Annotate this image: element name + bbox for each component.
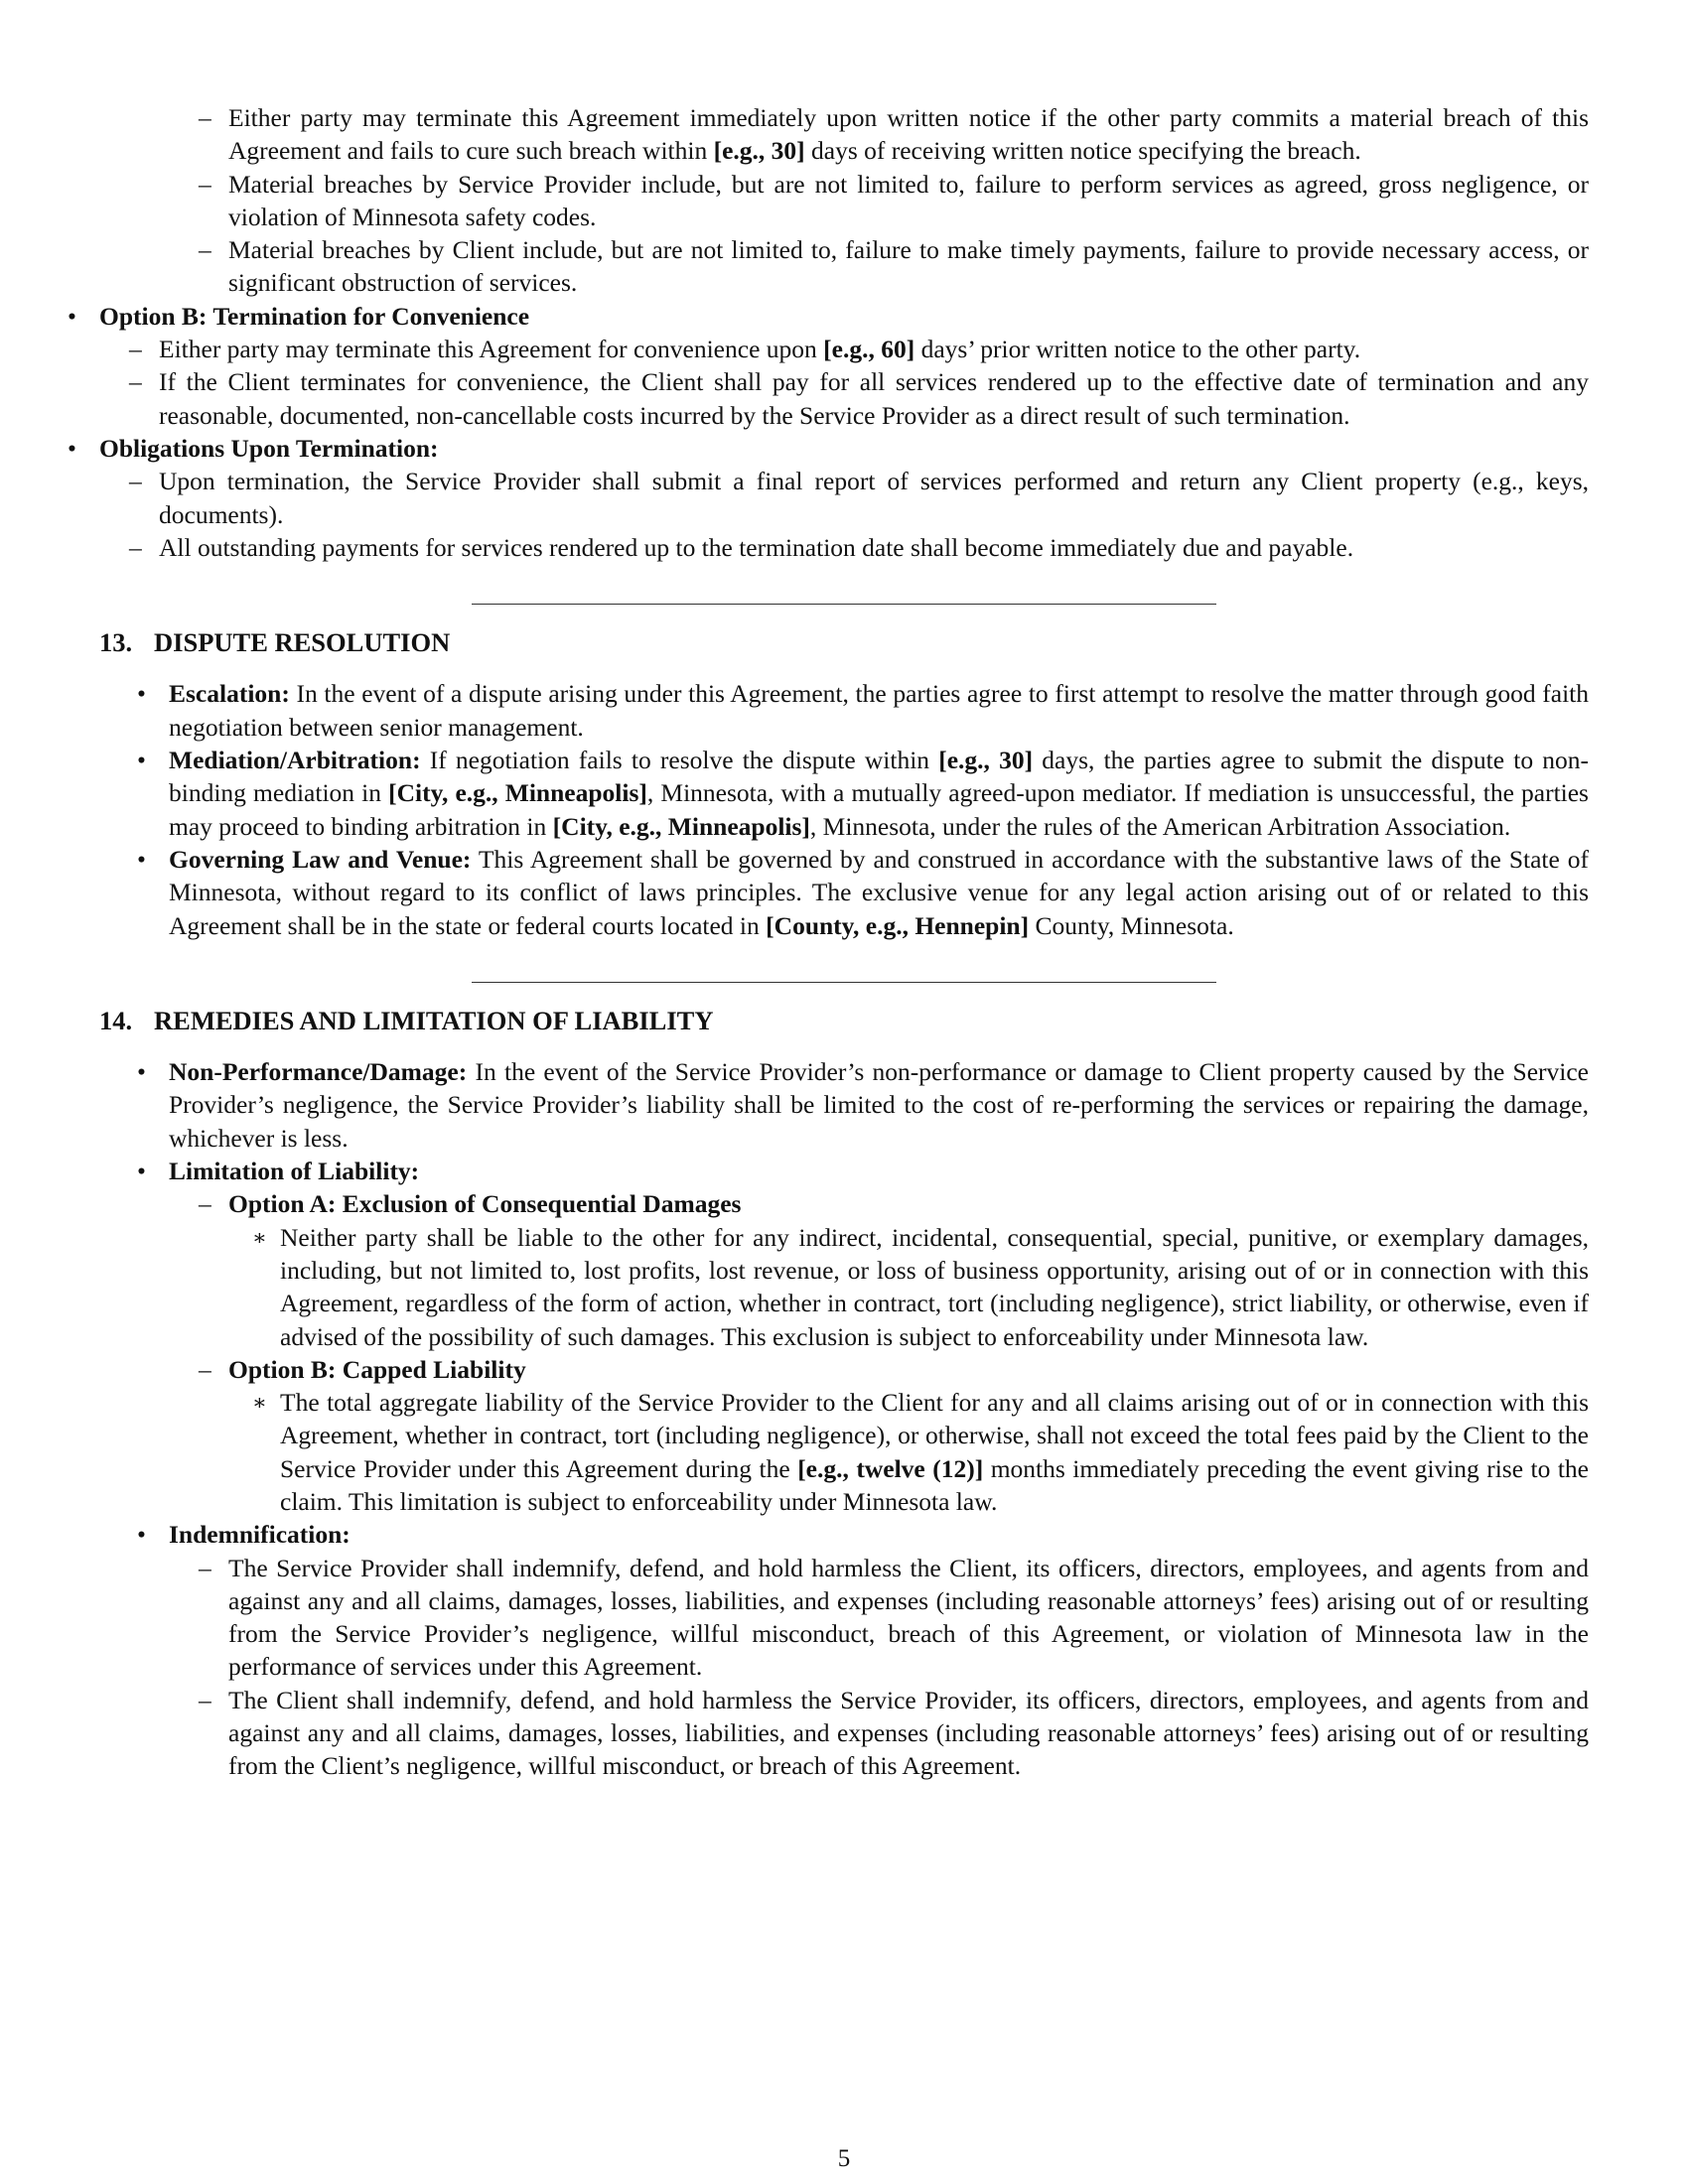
non-performance-item: • Non-Performance/Damage: In the event of the Service Provider’s non-performance or damage to Client property caused by the Service Provider’s negligence, the Service Provider’s liability shall be limited to the cost of re-performing the services or repairing the damage, whichever is less. [99,1055,1589,1155]
mediation-item: • Mediation/Arbitration: If negotiation fails to resolve the dispute within [e.g., 30] days, the parties agree to submit the dispute to non-binding mediation in [City, e.g., Minneapolis], Minnesota, with a mutually agreed-upon mediator. If mediation is unsuccessful, the parties may proceed to binding arbitration in [City, e.g., Minneapolis], Minnesota, under the rules of the American Arbitration Association. [99,744,1589,843]
termination-list [30,300,1589,564]
termination-obligations-items [99,465,1589,564]
list-item: – Material breaches by Service Provider include, but are not limited to, failure to perform services as agreed, gross negligence, or violation of Minnesota safety codes. [228,168,1589,234]
limitation-option-a: – Option A: Exclusion of Consequential Damages ∗ Neither party shall be liable to the other for any indirect, incidental, consequential, special, punitive, or exemplary damages, including, but not limited to, lost profits, lost revenue, or loss of business opportunity, arising out of or in connection with this Agreement, regardless of the form of action, whether in contract, tort (including negligence), strict liability, or otherwise, even if advised of the possibility of such damages. This exclusion is subject to enforceability under Minnesota law. [169,1187,1589,1352]
page-number: 5 [837,2145,851,2172]
termination-option-b: • Option B: Termination for Convenience – Either party may terminate this Agreement for convenience upon [e.g., 60] days’ prior written notice to the other party. – If the Client terminates for convenience, the Client shall pay for all services rendered up to the effective date of termination and any reasonable, documented, non-cancellable costs incurred by the Service Provider as a direct result of such termination. [30,300,1589,432]
termination-obligations: • Obligations Upon Termination: – Upon termination, the Service Provider shall submit a final report of services performed and return any Client property (e.g., keys, documents). – All outstanding payments for services rendered up to the termination date shall become immediately due and payable. [30,432,1589,564]
limitation-option-a-list [228,1221,1589,1353]
indemnification-items [169,1552,1589,1783]
list-item: ∗ The total aggregate liability of the Service Provider to the Client for any and all claims arising out of or in connection with this Agreement, whether in contract, tort (including negligence), or otherwise, shall not exceed the total fees paid by the Client to the Service Provider under this Agreement during the [e.g., twelve (12)] months immediately preceding the event giving rise to the claim. This limitation is subject to enforceability under Minnesota law. [228,1386,1589,1518]
list-item: – All outstanding payments for services rendered up to the termination date shall become immediately due and payable. [99,531,1589,564]
list-item: – If the Client terminates for convenience, the Client shall pay for all services rendered up to the effective date of termination and any reasonable, documented, non-cancellable costs incurred by the Service Provider as a direct result of such termination. [99,365,1589,432]
list-item: – Material breaches by Client include, but are not limited to, failure to make timely payments, failure to provide necessary access, or significant obstruction of services. [228,233,1589,300]
list-item: – Either party may terminate this Agreement immediately upon written notice if the other party commits a material breach of this Agreement and fails to cure such breach within [e.g., 30] days of receiving written notice specifying the breach. [228,101,1589,168]
limitation-options [169,1187,1589,1518]
escalation-item: • Escalation: In the event of a dispute arising under this Agreement, the parties agree to first attempt to resolve the matter through good faith negotiation between senior management. [99,677,1589,744]
section-14-list [99,1055,1589,1783]
termination-option-b-items [99,333,1589,432]
page-content [99,101,1589,1783]
section-13-heading: 13. DISPUTE RESOLUTION [99,627,451,658]
governing-law-item: • Governing Law and Venue: This Agreement shall be governed by and construed in accordance with the substantive laws of the State of Minnesota, without regard to its conflict of laws principles. The exclusive venue for any legal action arising out of or related to this Agreement shall be in the state or federal courts located in [County, e.g., Hennepin] County, Minnesota. [99,843,1589,942]
termination-option-a-items [99,101,1589,300]
list-item: – Upon termination, the Service Provider shall submit a final report of services performed and return any Client property (e.g., keys, documents). [99,465,1589,531]
list-item: – The Service Provider shall indemnify, defend, and hold harmless the Client, its officers, directors, employees, and agents from and against any and all claims, damages, losses, liabilities, and expenses (including reasonable attorneys’ fees) arising out of or resulting from the Service Provider’s negligence, willful misconduct, breach of this Agreement, or violation of Minnesota law in the performance of services under this Agreement. [169,1552,1589,1684]
list-item: – Either party may terminate this Agreement for convenience upon [e.g., 60] days’ prior written notice to the other party. [99,333,1589,365]
limitation-item: • Limitation of Liability: – Option A: Exclusion of Consequential Damages ∗ Neither party shall be liable to the other for any indirect, incidental, consequential, special, punitive, or exemplary damages, including, but not limited to, lost profits, lost revenue, or loss of business opportunity, arising out of or in connection with this Agreement, regardless of the form of action, whether in contract, tort (including negligence), strict liability, or otherwise, even if advised of the possibility of such damages. This exclusion is subject to enforceability under Minnesota law. – Option B: Capped Liability ∗ The total aggregate liability of the Service Provider to the Client for any and all claims arising out of or in connection with this Agreement, whether in contract, tort (including negligence), or otherwise, shall not exceed the total fees paid by the Client to the Service Provider under this Agreement during the [e.g., twelve (12)] months immediately preceding the event giving rise to the claim. This limitation is subject to enforceability under Minnesota law. [99,1155,1589,1518]
list-item: – The Client shall indemnify, defend, and hold harmless the Service Provider, its officers, directors, employees, and agents from and against any and all claims, damages, losses, liabilities, and expenses (including reasonable attorneys’ fees) arising out of or resulting from the Client’s negligence, willful misconduct, or breach of this Agreement. [169,1684,1589,1783]
section-divider [472,604,1216,605]
section-13-list [99,677,1589,941]
limitation-option-b: – Option B: Capped Liability ∗ The total aggregate liability of the Service Provider to the Client for any and all claims arising out of or in connection with this Agreement, whether in contract, tort (including negligence), or otherwise, shall not exceed the total fees paid by the Client to the Service Provider under this Agreement during the [e.g., twelve (12)] months immediately preceding the event giving rise to the claim. This limitation is subject to enforceability under Minnesota law. [169,1353,1589,1518]
section-divider [472,982,1216,983]
list-item: ∗ Neither party shall be liable to the other for any indirect, incidental, consequential, special, punitive, or exemplary damages, including, but not limited to, lost profits, lost revenue, or loss of business opportunity, arising out of or in connection with this Agreement, regardless of the form of action, whether in contract, tort (including negligence), strict liability, or otherwise, even if advised of the possibility of such damages. This exclusion is subject to enforceability under Minnesota law. [228,1221,1589,1353]
indemnification-item: • Indemnification: – The Service Provider shall indemnify, defend, and hold harmless the Client, its officers, directors, employees, and agents from and against any and all claims, damages, losses, liabilities, and expenses (including reasonable attorneys’ fees) arising out of or resulting from the Service Provider’s negligence, willful misconduct, breach of this Agreement, or violation of Minnesota law in the performance of services under this Agreement. – The Client shall indemnify, defend, and hold harmless the Service Provider, its officers, directors, employees, and agents from and against any and all claims, damages, losses, liabilities, and expenses (including reasonable attorneys’ fees) arising out of or resulting from the Client’s negligence, willful misconduct, or breach of this Agreement. [99,1518,1589,1782]
section-14-heading: 14. REMEDIES AND LIMITATION OF LIABILITY [99,1005,714,1035]
limitation-option-b-list [228,1386,1589,1518]
